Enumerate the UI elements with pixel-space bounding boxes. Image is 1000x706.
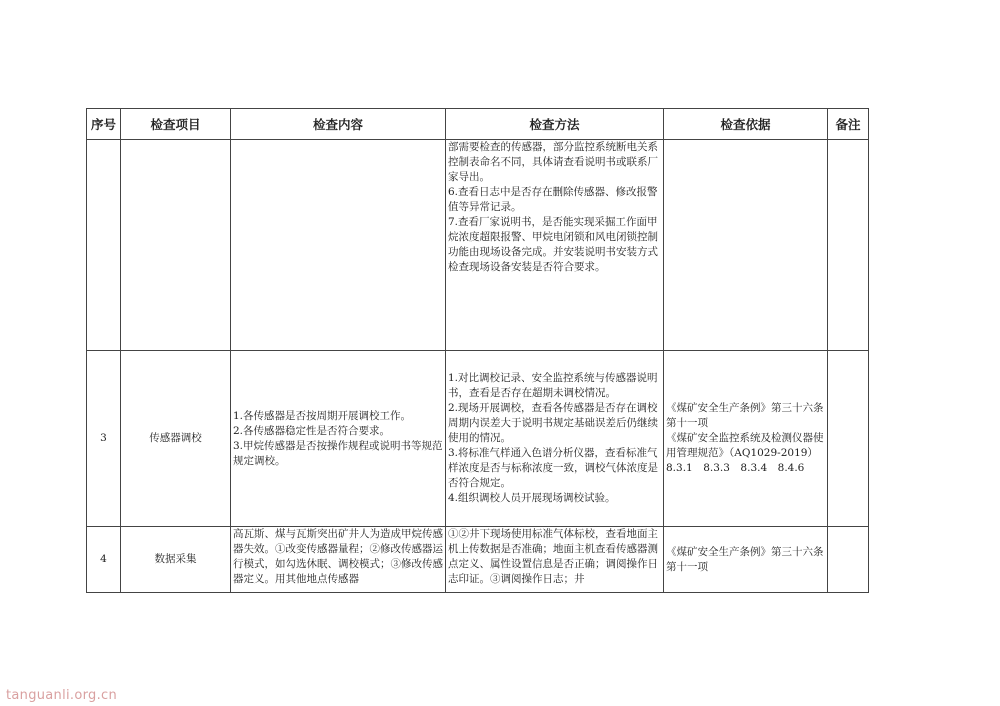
table-row — [87, 140, 869, 351]
row-remark — [828, 351, 869, 527]
row-number — [87, 140, 121, 351]
row-content: 1.各传感器是否按周期开展调校工作。 2.各传感器稳定性是否符合要求。 3.甲烷传感器是否按操作规程或说明书等规范规定调校。 — [231, 351, 446, 527]
inspection-table — [86, 108, 869, 593]
table-header-row — [87, 109, 869, 140]
row-remark — [828, 527, 869, 593]
watermark: tanguanli.org.cn — [6, 688, 117, 703]
header-method: 检查方法 — [446, 109, 664, 140]
row-item: 数据采集 — [121, 527, 231, 593]
row-number: 3 — [87, 351, 121, 527]
header-content: 检查内容 — [231, 109, 446, 140]
header-no: 序号 — [87, 109, 121, 140]
table-row — [87, 527, 869, 593]
row-basis — [664, 140, 828, 351]
row-method: 1.对比调校记录、安全监控系统与传感器说明书，查看是否存在超期未调校情况。 2.现场开展调校，查看各传感器是否存在调校周期内误差大于说明书规定基础误差后仍继续使用的情况。 3.将标准气样通入色谱分析仪器，查看标准气样浓度是否与标称浓度一致，调校气体浓度是否符合规定。 4.组织调校人员开展现场调校试验。 — [446, 351, 664, 527]
row-remark — [828, 140, 869, 351]
row-method: 部需要检查的传感器，部分监控系统断电关系控制表命名不同，具体请查看说明书或联系厂家导出。 6.查看日志中是否存在删除传感器、修改报警值等异常记录。 7.查看厂家说明书，是否能实现采掘工作面甲烷浓度超限报警、甲烷电闭锁和风电闭锁控制功能由现场设备完成。并安装说明书安装方式检查现场设备安装是否符合要求。 — [446, 140, 664, 351]
row-basis: 《煤矿安全生产条例》第三十六条第十一项 — [664, 527, 828, 593]
row-item: 传感器调校 — [121, 351, 231, 527]
header-basis: 检查依据 — [664, 109, 828, 140]
row-method-text: ①②井下现场使用标准气体标校，查看地面主机上传数据是否准确；地面主机查看传感器测点定义、属性设置信息是否正确；调阅操作日志印证。③调阅操作日志；井 — [448, 528, 658, 585]
row-content — [231, 527, 446, 593]
header-remark: 备注 — [828, 109, 869, 140]
row-basis: 《煤矿安全生产条例》第三十六条第十一项 《煤矿安全监控系统及检测仪器使用管理规范》（AQ1029-2019）8.3.1 8.3.3 8.3.4 8.4.6 — [664, 351, 828, 527]
row-content — [231, 140, 446, 351]
row-number: 4 — [87, 527, 121, 593]
row-item — [121, 140, 231, 351]
row-content-text: 高瓦斯、煤与瓦斯突出矿井人为造成甲烷传感器失效。①改变传感器量程；②修改传感器运行模式，如勾选休眠、调校模式；③修改传感器定义。用其他地点传感器 — [233, 528, 443, 585]
header-item: 检查项目 — [121, 109, 231, 140]
table-row — [87, 351, 869, 527]
row-method — [446, 527, 664, 593]
